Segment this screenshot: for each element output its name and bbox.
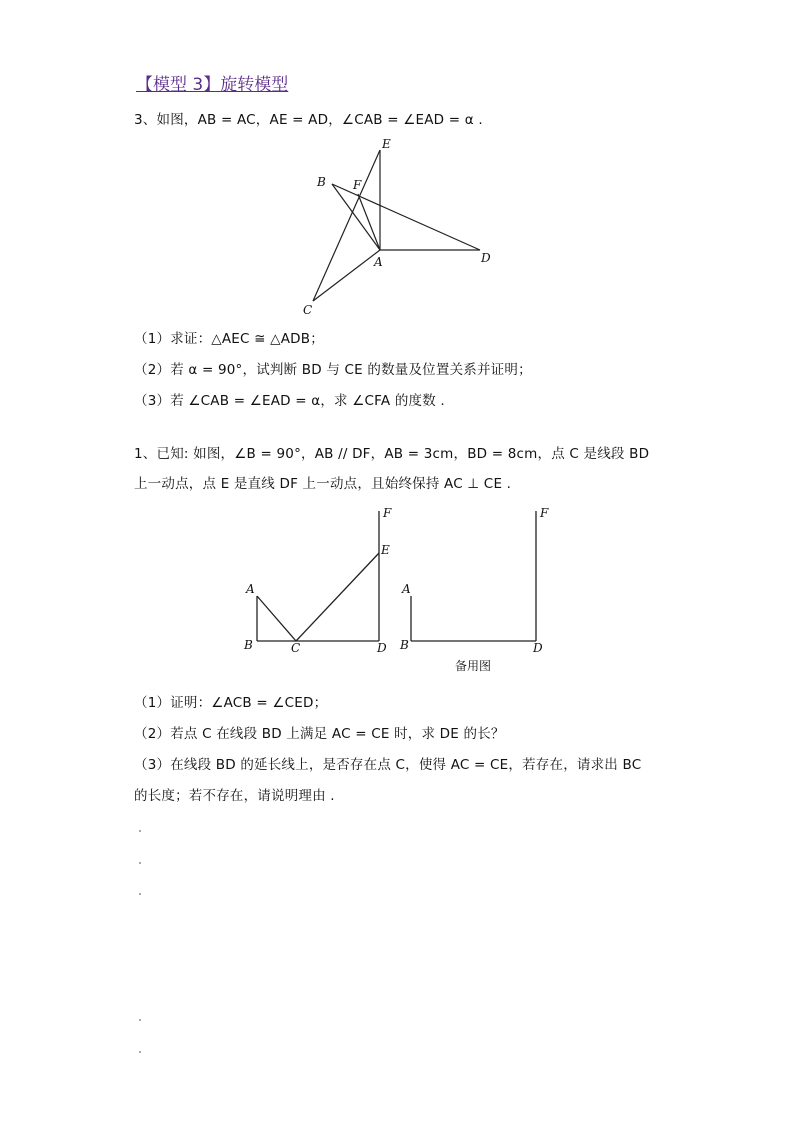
problem1-question3-line2: 的长度；若不存在，请说明理由 . — [134, 788, 335, 804]
stray-dot — [139, 830, 141, 832]
problem3-question2: （2）若 α = 90°，试判断 BD 与 CE 的数量及位置关系并证明； — [134, 362, 532, 378]
point-label-a: A — [402, 582, 411, 596]
point-label-b: B — [400, 638, 409, 652]
problem3-question3: （3）若 ∠CAB = ∠EAD = α，求 ∠CFA 的度数 . — [134, 393, 445, 409]
point-label-f: F — [540, 506, 549, 520]
point-label-a: A — [246, 582, 255, 596]
stray-dot — [139, 893, 141, 895]
point-label-b: B — [317, 175, 326, 189]
point-label-a: A — [374, 255, 383, 269]
problem3-question1: （1）求证：△AEC ≅ △ADB； — [134, 331, 324, 347]
point-label-f: F — [383, 506, 392, 520]
problem1-stem-line1: 1、已知: 如图，∠B = 90°，AB // DF，AB = 3cm，BD = 8cm，点 C 是线段 BD — [134, 446, 650, 462]
problem3-stem: 3、如图，AB = AC，AE = AD，∠CAB = ∠EAD = α . — [134, 112, 483, 128]
point-label-f: F — [353, 178, 362, 192]
backup-figure-caption: 备用图 — [455, 659, 492, 673]
section-heading: 【模型 3】旋转模型 — [136, 75, 289, 95]
problem1-stem-line2: 上一动点，点 E 是直线 DF 上一动点，且始终保持 AC ⊥ CE . — [134, 476, 512, 492]
point-label-b: B — [244, 638, 253, 652]
stray-dot — [139, 1051, 141, 1053]
point-label-e: E — [381, 543, 390, 557]
point-label-c: C — [303, 303, 313, 317]
problem1-question1: （1）证明：∠ACB = ∠CED； — [134, 695, 328, 711]
problem1-question3-line1: （3）在线段 BD 的延长线上，是否存在点 C，使得 AC = CE，若存在，请求出 BC — [134, 757, 642, 773]
point-label-d: D — [533, 641, 543, 655]
point-label-c: C — [291, 641, 301, 655]
problem1-question2: （2）若点 C 在线段 BD 上满足 AC = CE 时，求 DE 的长？ — [134, 726, 505, 742]
point-label-e: E — [382, 137, 391, 151]
stray-dot — [139, 1019, 141, 1021]
point-label-d: D — [377, 641, 387, 655]
point-label-d: D — [481, 251, 491, 265]
stray-dot — [139, 862, 141, 864]
